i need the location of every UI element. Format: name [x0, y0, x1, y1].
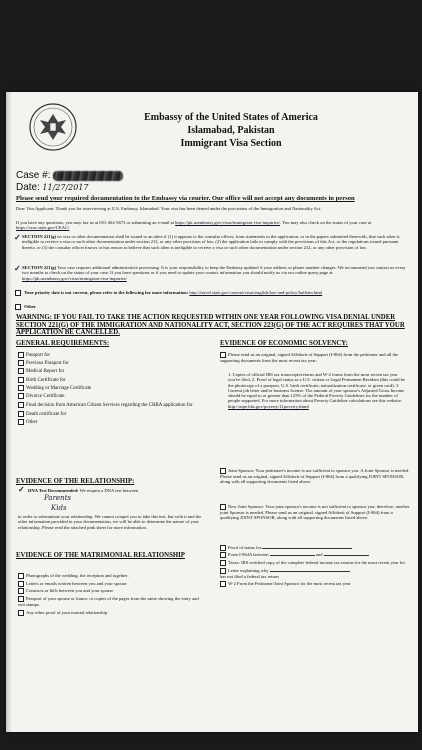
joint-sponsor-text: Joint Sponsor: Your petitioner's income is not sufficient to sponsor you. A Joint Sponsor is needed. Please send us an original, signed Affidavit of Support (I-864) from a qualifying JOINT SPONSOR, along with all supporting documents listed above.: [220, 468, 410, 485]
date-value: 11/27/2017: [42, 183, 89, 192]
economic-list-text: 1. Copies of official IRS tax transcripts/returns and W-2 forms from the most recent tax year you've filed, 2. Proof of legal status as a U.S. citizen or Legal Permanent Resident (this could be the photocopy of a passport, U.S. birth certificate, naturalization certificate, or green card). 3. Current job letter and/or business license. The amount of your sponsor's Adjusted Gross Income should be equal to or greater than 125% of the Federal Poverty Guidelines for the number of people supported. For more information about Poverty Guideline calculations see this website:: [228, 372, 406, 404]
handwritten-kids: Kids: [51, 504, 67, 512]
list-item: [18, 360, 203, 368]
embassy-location: Islamabad, Pakistan: [187, 125, 275, 136]
list-item: [18, 419, 203, 427]
item-checkbox[interactable]: [18, 402, 24, 408]
dna-recommendation: [28, 488, 203, 493]
embassy-title: Embassy of the United States of America: [144, 112, 318, 123]
item-label: Proof of status for: [228, 545, 262, 550]
item-label: W-2 From the Petitioner/Joint Sponsor for the most recent tax year: [228, 581, 351, 587]
visa-bulletin-link[interactable]: http://travel.state.gov/content/visas/english/law-and-policy/bulletin.html: [189, 290, 323, 296]
case-number-row: [16, 170, 123, 181]
additional-docs-list: [220, 544, 410, 587]
inquiries-link[interactable]: https://pk.usembassy.gov/visas/immigrant-visa-inquiries/: [175, 220, 280, 225]
list-item: [18, 596, 204, 607]
item-checkbox[interactable]: [18, 610, 24, 616]
other-label: Other: [24, 304, 36, 310]
dna-label: DNA Test Recommended:: [28, 488, 79, 493]
list-item: [18, 368, 203, 376]
relationship-body: in order to substantiate your relationship. We cannot compel you to take this test, but with it and the other information provided in your documentation, we will be able to determine the nature of your relationship. Please read the attached pink sheet for more information.: [18, 514, 202, 530]
matrimonial-title: EVIDENCE OF THE MATRIMONIAL RELATIONSHIP: [16, 552, 185, 559]
list-item: [220, 568, 410, 579]
item-checkbox[interactable]: [18, 411, 24, 417]
item-label: Wedding or Marriage Certificate: [26, 386, 92, 392]
checkmark-icon: ✓: [14, 233, 21, 242]
page-shadow: [6, 92, 12, 732]
poverty-guidelines-link[interactable]: http://aspe.hhs.gov/poverty/11poverty.shtml: [228, 403, 309, 409]
new-joint-sponsor-row: [220, 504, 410, 521]
item-label: Passport for: [26, 353, 51, 359]
item-checkbox[interactable]: [18, 385, 24, 391]
item-label: Letters or emails written between you and your spouse: [26, 580, 127, 586]
item-checkbox[interactable]: [18, 368, 24, 374]
contact-text: If you have any questions, you may fax us at 051-262-3673 or submitting an e-mail at: [16, 220, 174, 225]
item-label: Any other proof of your marital relationship: [26, 610, 108, 616]
priority-text: Your priority date is not current, please refer to the following for more information:: [24, 290, 189, 296]
denial-letter-page: [6, 92, 418, 732]
item-label: Form I-864A between: [228, 552, 269, 558]
list-item: [18, 411, 203, 419]
list-item: [220, 581, 410, 587]
list-item: [18, 377, 203, 385]
item-checkbox[interactable]: [18, 573, 24, 579]
item-label-b: has not filed a federal tax return: [220, 573, 279, 579]
us-embassy-seal-icon: [28, 102, 78, 152]
economic-intro-text: Please send us an original, signed Affidavit of Support (I-864) from the petitioner and all the supporting documents from the most recent tax year:: [220, 352, 399, 363]
section-221g-admin-paragraph: [22, 265, 408, 281]
w2-checkbox[interactable]: [220, 581, 226, 587]
section-221g-text: no visa or other documentation shall be issued to an alien if (1) it appears to the consular officer, from statements in the application, or in the papers submitted therewith, that such alien is ineligible to receive a visa or such other documentation under section 212, or any other provision of law, (2) the application fails to comply with the provisions of this Act, or the regulations issued pursuant thereto, or (3) the consular officer knows or has reason to believe that such alien is ineligible to receive a visa or such other documentation under section 212, or any other provision of law.: [22, 234, 400, 250]
item-checkbox[interactable]: [18, 352, 24, 358]
list-item: [18, 587, 204, 595]
item-checkbox[interactable]: [18, 419, 24, 425]
general-requirements-list: [18, 352, 203, 427]
item-label: Contracts or bills between you and your spouse: [26, 588, 114, 594]
item-label-and: and: [315, 552, 323, 558]
proof-status-checkbox[interactable]: [220, 545, 226, 551]
list-item: [18, 609, 204, 617]
form-i864a-checkbox[interactable]: [220, 552, 226, 558]
item-checkbox[interactable]: [18, 377, 24, 383]
general-requirements-title: GENERAL REQUIREMENTS:: [16, 340, 110, 347]
redacted-case-number: [53, 171, 123, 181]
list-item: [18, 385, 203, 393]
online-query-link[interactable]: https://pk.usembassy.gov/visas/immigrant-visa-inquiries/: [22, 275, 127, 281]
item-label: Passport of your spouse or fiance, or copies of the pages from the same showing the entry and exit stamps.: [18, 595, 199, 607]
section-221g-admin-text: Your case requires additional administrative processing. It is your responsibility to keep the Embassy updated if your address or phone number changes. We recommend you contact us every two months to check on the status of your case. If you have questions or if you need to update your contact information you should notify us via our online query page at: [22, 265, 406, 276]
dna-text: We request a DNA test between: [79, 488, 139, 493]
contact-text-b: . You may also check on the status of your case at: [279, 220, 372, 225]
cancellation-warning: WARNING: IF YOU FAIL TO TAKE THE ACTION REQUESTED WITHIN ONE YEAR FOLLOWING VISA DENIAL UNDER SECTION 221(G) OF THE IMMIGRATION AND NATIONALITY ACT, SECTION 223(G) OF THE ACT REQUIRES THAT YOUR APPLICATION BE CANCELLED.: [16, 314, 405, 337]
checkmark-icon-2: ✓: [14, 264, 21, 273]
date-label: Date:: [16, 182, 40, 193]
item-checkbox[interactable]: [18, 393, 24, 399]
economic-requirements: [228, 372, 410, 409]
economic-intro: [220, 352, 410, 363]
item-label: Photographs of the wedding, the reception and together.: [26, 573, 129, 578]
date-row: [16, 182, 89, 193]
item-label: Birth Certificate for: [26, 377, 66, 383]
contact-paragraph: [16, 220, 408, 231]
taxes-checkbox[interactable]: [220, 560, 226, 566]
item-label: Previous Passport for: [26, 361, 69, 367]
list-item: [18, 393, 203, 401]
matrimonial-list: [18, 572, 204, 617]
list-item: [220, 560, 410, 566]
ceac-link[interactable]: https://ceac.state.gov/CEAC/: [16, 225, 70, 231]
list-item: [220, 551, 410, 558]
list-item: [18, 402, 198, 409]
section-name: Immigrant Visa Section: [180, 138, 282, 149]
list-item: [18, 572, 204, 580]
case-label: Case #:: [16, 170, 51, 181]
section-221g-label: SECTION 221(g): [22, 234, 57, 239]
joint-sponsor-row: [220, 468, 410, 485]
priority-date-paragraph: [22, 290, 408, 296]
item-label: Medical Report for: [26, 369, 65, 375]
item-checkbox[interactable]: [18, 581, 24, 587]
economic-solvency-title: EVIDENCE OF ECONOMIC SOLVENCY:: [220, 340, 348, 347]
list-item: [220, 544, 410, 551]
item-label: Final decision from American Citizen Services regarding the CRBA application for: [26, 403, 193, 409]
new-joint-sponsor-text: New Joint Sponsor: Your joint sponsor's income is not sufficient to sponsor you; therefore, another joint Sponsor is needed. Please send us an original, signed Affidavit of Support (I-864) from a qualifying JOINT SPONSOR, along with all supporting documents listed above.: [220, 504, 410, 521]
section-221g-paragraph: [22, 234, 408, 250]
item-label: Death certificate for: [26, 412, 67, 418]
priority-checkbox[interactable]: [15, 290, 21, 296]
handwritten-parents: Parents: [44, 494, 71, 502]
list-item: [18, 352, 203, 360]
item-label: Other: [26, 420, 38, 426]
item-label: Divorce Certificate: [26, 394, 65, 400]
relationship-title: EVIDENCE OF THE RELATIONSHIP:: [16, 478, 135, 485]
item-label: Letter explaining why: [228, 567, 269, 573]
other-checkbox[interactable]: [15, 304, 21, 310]
courier-instruction: Please send your required documentation to the Embassy via courier. Our office will not accept any documents in person: [16, 195, 355, 202]
other-row: [22, 304, 408, 310]
intro-paragraph: [16, 206, 408, 211]
list-item: [18, 580, 204, 588]
section-221g-admin-label: SECTION 221(g): [22, 265, 57, 270]
item-checkbox[interactable]: [18, 588, 24, 594]
checkmark-icon-3: ✓: [18, 485, 25, 494]
intro-text: Dear Visa Applicant: Thank you for interviewing at U.S. Embassy, Islamabad. Your visa has been denied under the provisions of the Immigration and Nationality Act.: [16, 206, 322, 211]
item-checkbox[interactable]: [18, 360, 24, 366]
item-label: Taxes: IRS certified copy of the complete federal income tax returns for the most recent year for: [228, 559, 405, 565]
